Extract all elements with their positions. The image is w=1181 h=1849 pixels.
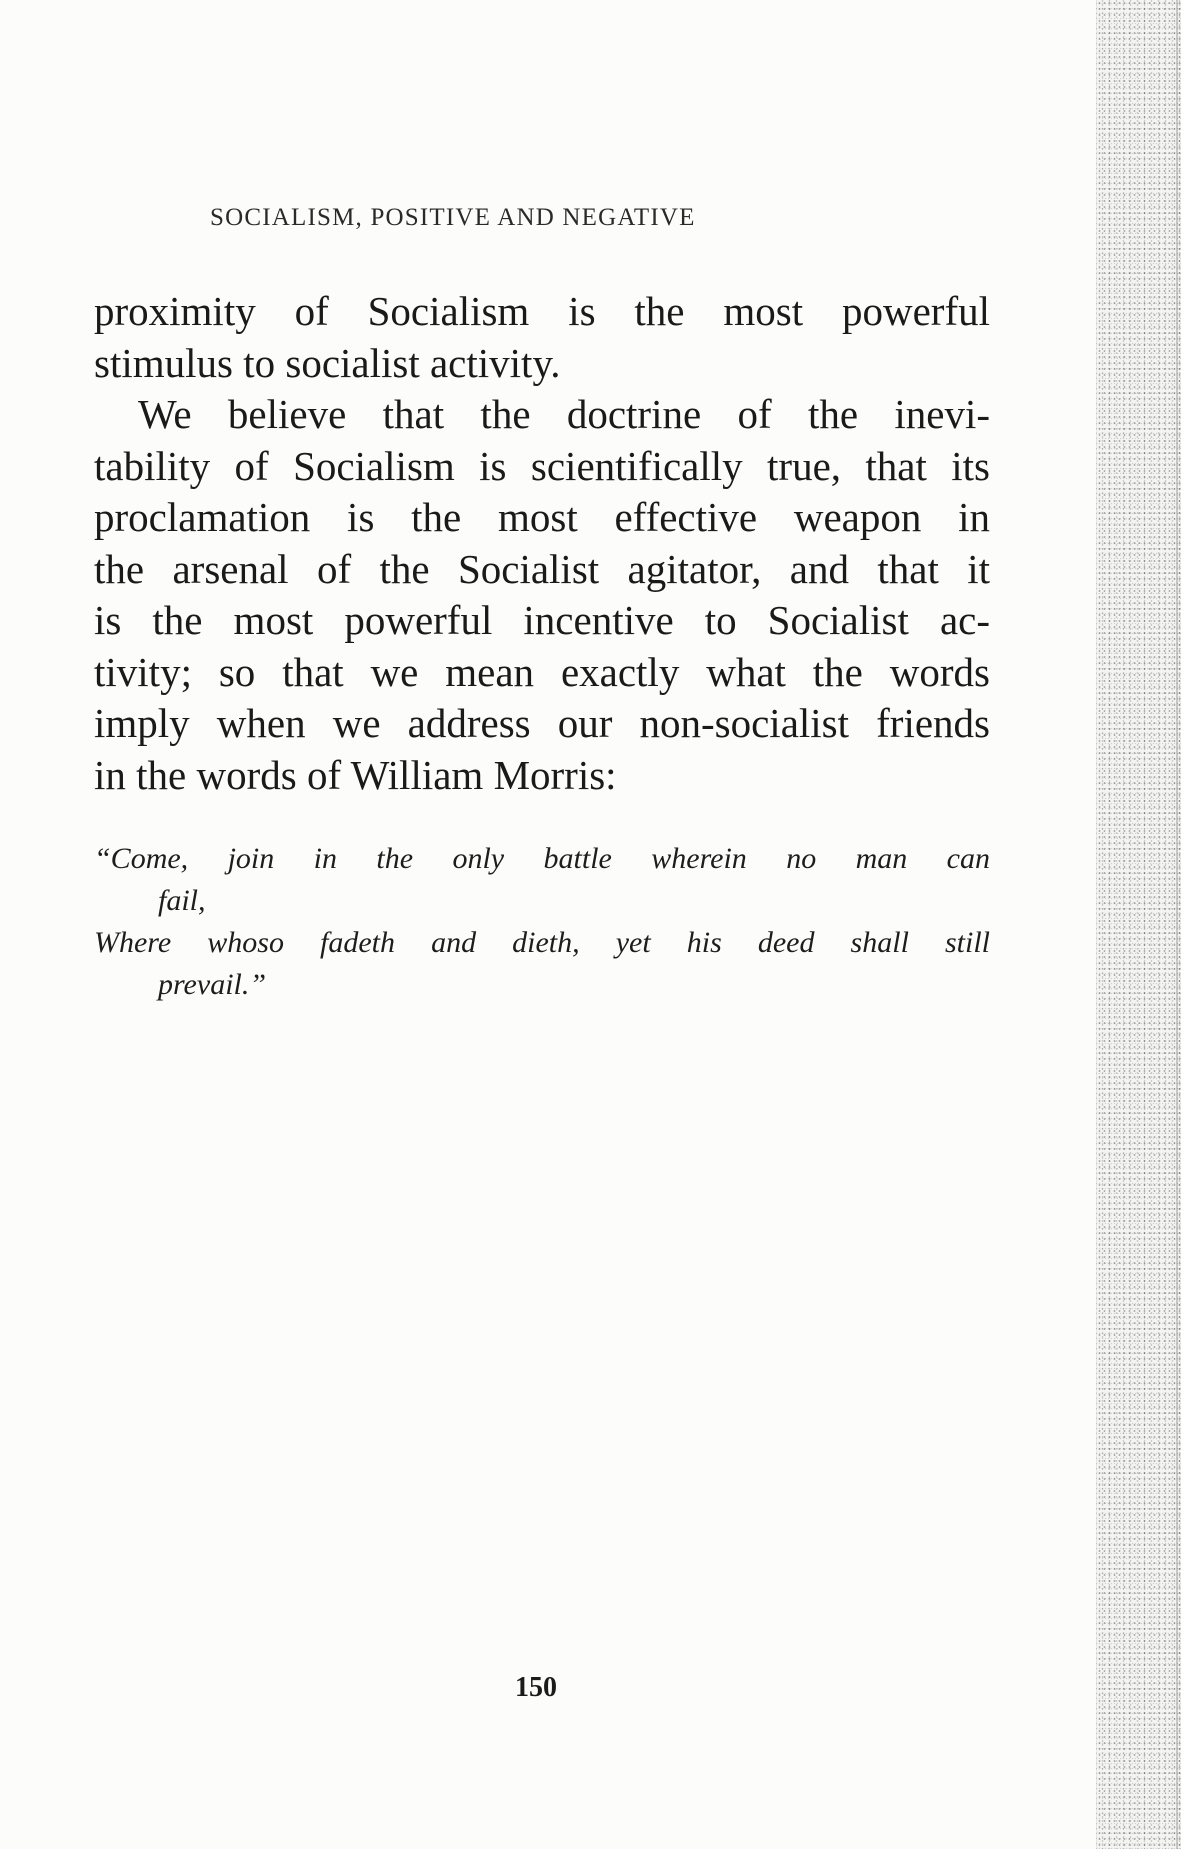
- running-head: SOCIALISM, POSITIVE AND NEGATIVE: [210, 204, 696, 231]
- text-line: is the most powerful incentive to Socialist ac-: [94, 597, 990, 643]
- verse-line-1: “Come, join in the only battle wherein no man can: [94, 842, 990, 875]
- text-line: proximity of Socialism is the most powerful: [94, 288, 990, 334]
- body-text: [94, 286, 990, 801]
- verse-line-1-continuation: fail,: [158, 884, 206, 917]
- text-line: We believe that the doctrine of the inevi-: [138, 391, 990, 437]
- text-line: proclamation is the most effective weapon in: [94, 494, 990, 540]
- text-line: tability of Socialism is scientifically true, that its: [94, 442, 990, 489]
- scanned-page-edge: [1096, 0, 1181, 1849]
- verse-quotation: [94, 838, 990, 1006]
- page-number: 150: [515, 1672, 557, 1703]
- text-line: the arsenal of the Socialist agitator, and that it: [94, 545, 990, 592]
- text-line: in the words of William Morris:: [94, 751, 617, 798]
- text-line: stimulus to socialist activity.: [94, 339, 561, 386]
- text-line: tivity; so that we mean exactly what the words: [94, 648, 990, 695]
- text-line: imply when we address our non-socialist friends: [94, 700, 990, 746]
- page-edge-line: [1176, 0, 1178, 1849]
- verse-line-2: Where whoso fadeth and dieth, yet his deed shall still: [94, 926, 990, 959]
- paragraph-1: [94, 286, 990, 389]
- paragraph-2: [94, 389, 990, 801]
- verse-line-2-continuation: prevail.”: [158, 968, 267, 1001]
